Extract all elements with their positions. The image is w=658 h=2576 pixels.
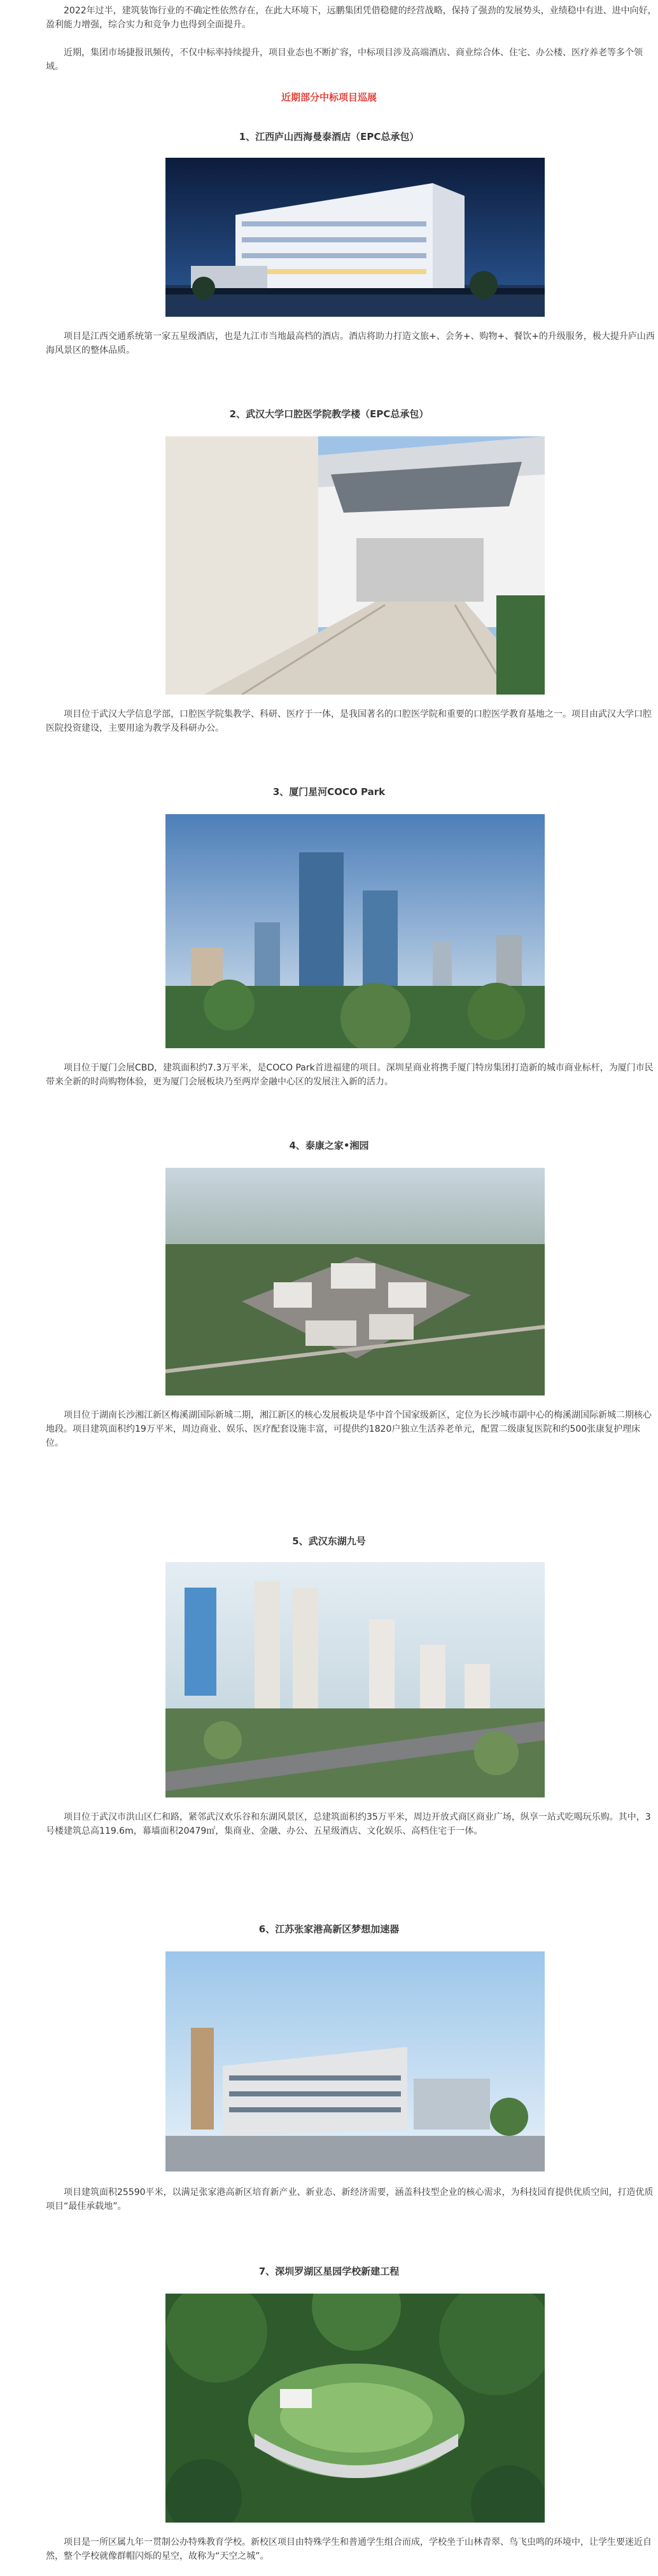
project-photo-2 xyxy=(165,436,545,695)
project-photo-1 xyxy=(165,158,545,317)
project-photo-6 xyxy=(165,1951,545,2171)
project-desc-1: 项目是江西交通系统第一家五星级酒店，也是九江市当地最高档的酒店。酒店将助力打造文旅+、会务+、购物+、餐饮+的升级服务，极大提升庐山西海风景区的整体品质。 xyxy=(46,331,655,356)
project-photo-7 xyxy=(165,2294,545,2523)
project-desc-3: 项目位于厦门会展CBD，建筑面积约7.3万平米，是COCO Park首进福建的项目。深圳星商业将携手厦门特房集团打造新的城市商业标杆，为厦门市民带来全新的时尚购物体验，更为厦门会展板块乃至两岸金融中心区的发展注入新的活力。 xyxy=(46,1063,654,1087)
project-desc-5: 项目位于武汉市洪山区仁和路，紧邻武汉欢乐谷和东湖风景区，总建筑面积约35万平米，周边开放式商区商业广场，纵享一站式吃喝玩乐购。其中，3号楼建筑总高119.6m，幕墙面积20479㎡，集商业、金融、办公、五星级酒店、文化娱乐、高档住宅于一体。 xyxy=(46,1812,651,1836)
project-desc-4: 项目位于湖南长沙湘江新区梅溪湖国际新城二期，湘江新区的核心发展板块是华中首个国家级新区，定位为长沙城市副中心的梅溪湖国际新城二期核心地段。项目建筑面积约19万平米，周边商业、娱乐、医疗配套设施丰富，可提供约1820户独立生活养老单元，配置二级康复医院和约500张康复护理床位。 xyxy=(46,1410,652,1448)
project-desc-2: 项目位于武汉大学信息学部，口腔医学院集教学、科研、医疗于一体，是我国著名的口腔医学院和重要的口腔医学教育基地之一。项目由武汉大学口腔医院投资建设，主要用途为教学及科研办公。 xyxy=(46,709,652,733)
project-photo-4 xyxy=(165,1168,545,1395)
intro-paragraph-2: 近期，集团市场捷报讯频传，不仅中标率持续提升，项目业态也不断扩容，中标项目涉及高端酒店、商业综合体、住宅、办公楼、医疗养老等多个领域。 xyxy=(46,48,643,72)
project-photo-3 xyxy=(165,814,545,1048)
project-photo-5 xyxy=(165,1562,545,1797)
project-title-6: 6、江苏张家港高新区梦想加速器 xyxy=(258,1923,400,1935)
project-title-3: 3、厦门星河COCO Park xyxy=(272,786,386,798)
section-heading: 近期部分中标项目巡展 xyxy=(281,92,377,103)
project-title-4: 4、泰康之家•湘园 xyxy=(289,1140,369,1151)
project-title-7: 7、深圳罗湖区星园学校新建工程 xyxy=(258,2266,400,2277)
project-desc-6: 项目建筑面积25590平米，以满足张家港高新区培育新产业、新业态、新经济需要，涵盖科技型企业的核心需求，为科技园育提供优质空间，打造优质项目“最佳承载地”。 xyxy=(46,2187,654,2212)
intro-block xyxy=(46,4,657,74)
intro-paragraph-1: 2022年过半，建筑装饰行业的不确定性依然存在，在此大环境下，远鹏集团凭借稳健的经营战略，保持了强劲的发展势头，业绩稳中有进、进中向好，盈利能力增强，综合实力和竞争力也得到全面提升。 xyxy=(46,6,657,30)
project-desc-7: 项目是一所区属九年一贯制公办特殊教育学校。新校区项目由特殊学生和普通学生组合而成，学校坐于山林青翠、鸟飞虫鸣的环境中，让学生要迷近自然，整个学校就像群帽闪烁的星空，故称为“天空之城”。 xyxy=(46,2537,652,2561)
project-title-5: 5、武汉东湖九号 xyxy=(292,1535,366,1547)
project-title-2: 2、武汉大学口腔医学院教学楼（EPC总承包） xyxy=(229,408,429,420)
project-title-1: 1、江西庐山西海曼泰酒店（EPC总承包） xyxy=(239,131,419,142)
